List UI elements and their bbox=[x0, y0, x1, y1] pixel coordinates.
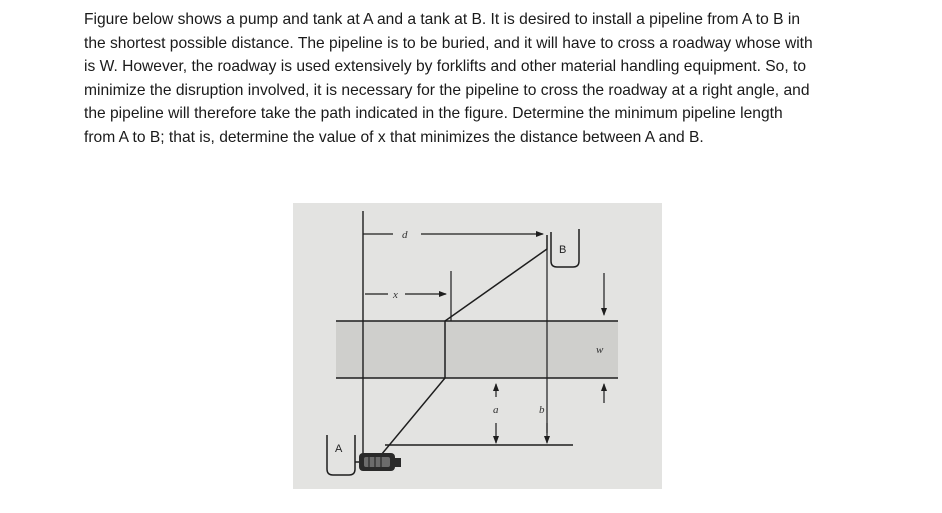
w-label: w bbox=[596, 344, 604, 356]
problem-line-6: from A to B; that is, determine the value of x that minimizes the distance between A and B. bbox=[84, 128, 704, 146]
problem-line-3: is W. However, the roadway is used extensively by forklifts and other material handling equipment. So, to bbox=[84, 58, 807, 76]
problem-line-2: the shortest possible distance. The pipeline is to be buried, and it will have to cross a roadway whose with bbox=[84, 34, 813, 52]
d-label: d bbox=[402, 229, 408, 241]
pipeline-diagram bbox=[293, 203, 662, 489]
problem-line-1: Figure below shows a pump and tank at A and a tank at B. It is desired to install a pipeline from A to B in bbox=[84, 11, 800, 28]
pipeline-figure bbox=[293, 203, 662, 489]
roadway bbox=[336, 321, 618, 378]
a-label: a bbox=[493, 404, 499, 416]
tank-b-label: B bbox=[559, 244, 567, 256]
b-label: b bbox=[539, 404, 545, 416]
x-label: x bbox=[393, 289, 398, 301]
problem-statement bbox=[84, 8, 884, 150]
problem-line-4: minimize the disruption involved, it is necessary for the pipeline to cross the roadway at a right angle, and bbox=[84, 81, 810, 99]
problem-line-5: the pipeline will therefore take the path indicated in the figure. Determine the minimum pipeline length bbox=[84, 105, 783, 123]
pump-icon bbox=[355, 453, 401, 471]
tank-a-label: A bbox=[335, 443, 343, 455]
